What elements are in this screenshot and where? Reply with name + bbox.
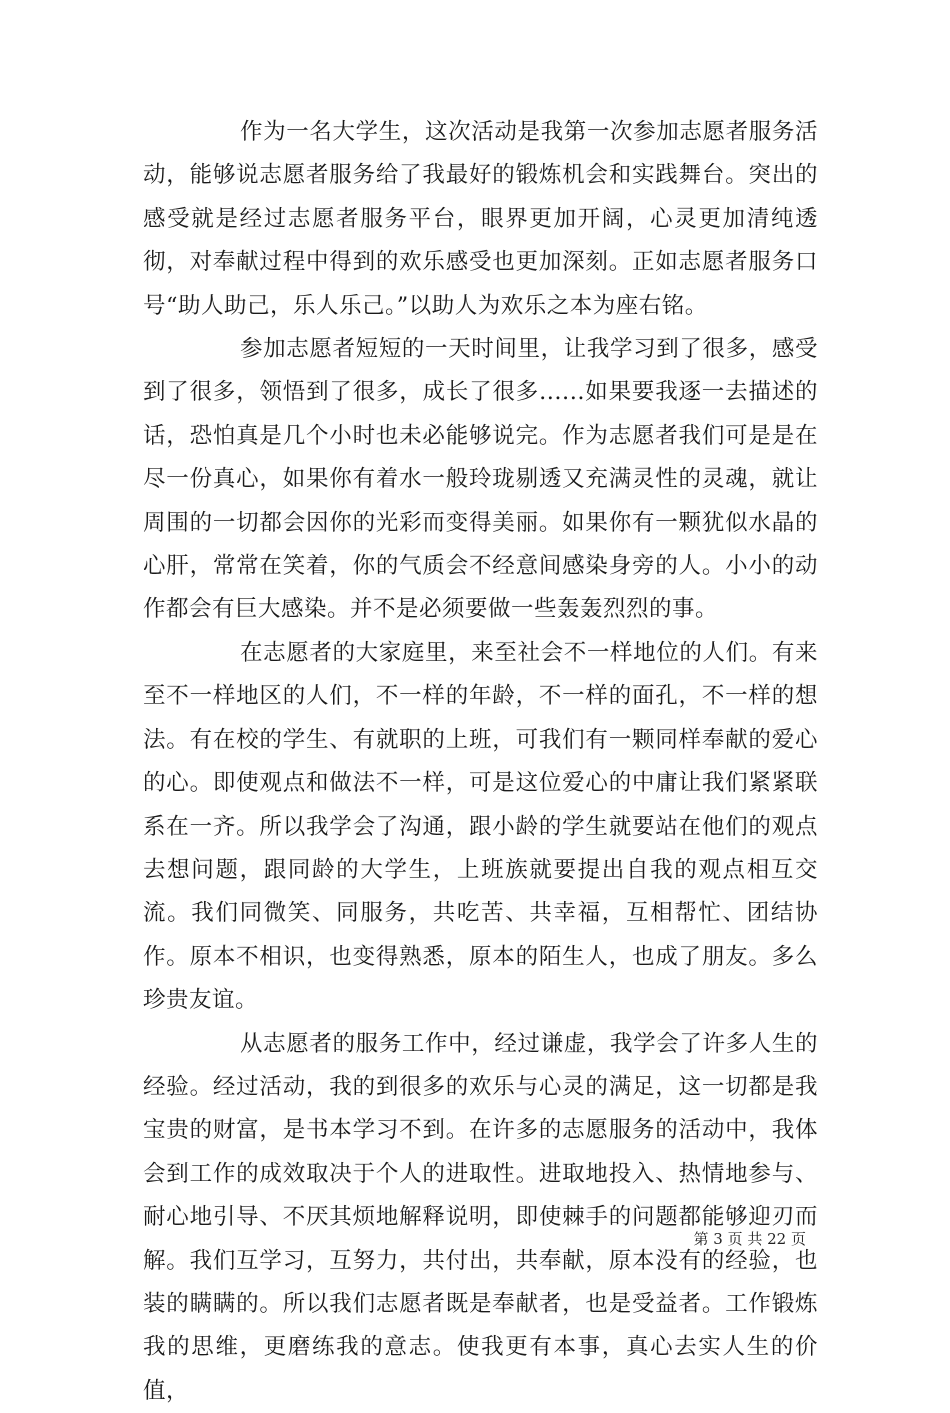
paragraph-4: 从志愿者的服务工作中，经过谦虚，我学会了许多人生的经验。经过活动，我的到很多的欢乐与心灵的满足，这一切都是我宝贵的财富，是书本学习不到。在许多的志愿服务的活动中，我体会到工作的成效取决于个人的进取性。进取地投入、热情地参与、耐心地引导、不厌其烦地解释说明，即使棘手的问题都能够迎刃而解。我们互学习，互努力，共付出，共奉献，原本没有的经验，也装的瞒瞒的。所以我们志愿者既是奉献者，也是受益者。工作锻炼我的思维，更磨练我的意志。使我更有本事，真心去实人生的价值， [143, 1030, 818, 1404]
page-footer [0, 1228, 806, 1249]
paragraph-1: 作为一名大学生，这次活动是我第一次参加志愿者服务活动，能够说志愿者服务给了我最好的锻炼机会和实践舞台。突出的感受就是经过志愿者服务平台，眼界更加开阔，心灵更加清纯透彻，对奉献过程中得到的欢乐感受也更加深刻。正如志愿者服务口号“助人助己，乐人乐己。”以助人为欢乐之本为座右铭。 [143, 119, 818, 319]
document-body [143, 111, 818, 1413]
paragraph-2: 参加志愿者短短的一天时间里，让我学习到了很多，感受到了很多，领悟到了很多，成长了很多......如果要我逐一去描述的话，恐怕真是几个小时也未必能够说完。作为志愿者我们可是是在尽一份真心，如果你有着水一般玲珑剔透又充满灵性的灵魂，就让周围的一切都会因你的光彩而变得美丽。如果你有一颗犹似水晶的心肝，常常在笑着，你的气质会不经意间感染身旁的人。小小的动作都会有巨大感染。并不是必须要做一些轰轰烈烈的事。 [143, 336, 818, 623]
paragraph-3: 在志愿者的大家庭里，来至社会不一样地位的人们。有来至不一样地区的人们，不一样的年龄，不一样的面孔，不一样的想法。有在校的学生、有就职的上班，可我们有一颗同样奉献的爱心的心。即使观点和做法不一样，可是这位爱心的中庸让我们紧紧联系在一齐。所以我学会了沟通，跟小龄的学生就要站在他们的观点去想问题，跟同龄的大学生，上班族就要提出自我的观点相互交流。我们同微笑、同服务，共吃苦、共幸福，互相帮忙、团结协作。原本不相识，也变得熟悉，原本的陌生人，也成了朋友。多么珍贵友谊。 [143, 639, 818, 1014]
page-number-label: 第 3 页 共 22 页 [693, 1230, 806, 1248]
